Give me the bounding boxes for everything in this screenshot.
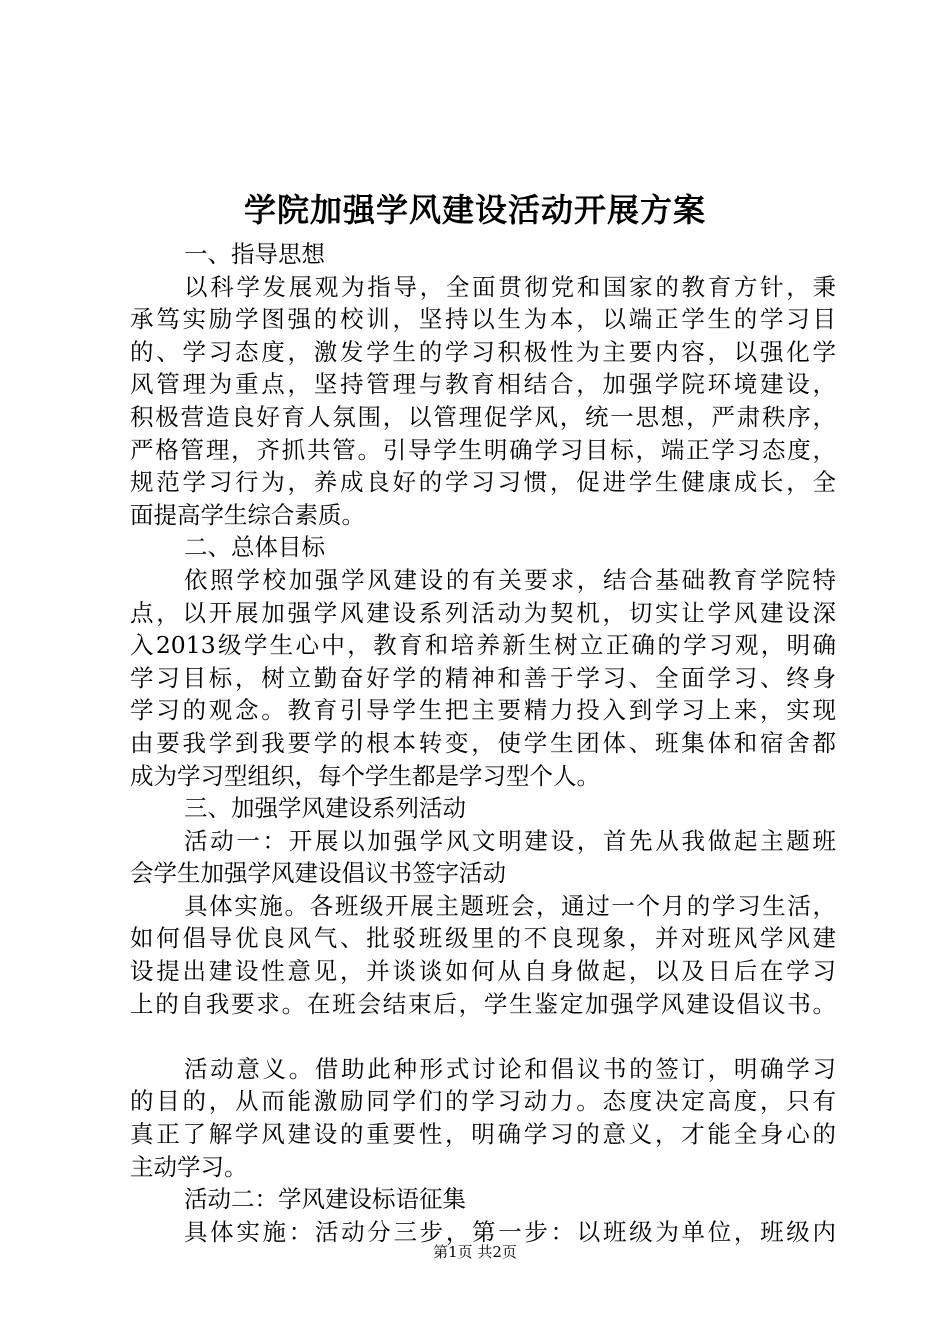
paragraph-line: 由要我学到我要学的根本转变，使学生团体、班集体和宿舍都	[130, 728, 836, 757]
paragraph-line: 活动一：开展以加强学风文明建设，首先从我做起主题班	[184, 826, 836, 855]
section-heading: 一、指导思想	[184, 240, 325, 268]
paragraph-line: 主动学习。	[130, 1152, 248, 1181]
section-heading: 三、加强学风建设系列活动	[184, 794, 466, 823]
paragraph-line: 承笃实励学图强的校训，坚持以生为本，以端正学生的学习目	[130, 305, 836, 334]
paragraph-line: 具体实施。各班级开展主题班会，通过一个月的学习生活，	[184, 891, 836, 920]
paragraph-line: 上的自我要求。在班会结束后，学生鉴定加强学风建设倡议书。	[130, 989, 836, 1018]
paragraph-line: 严格管理，齐抓共管。引导学生明确学习目标，端正学习态度，	[130, 435, 836, 464]
paragraph-line: 积极营造良好育人氛围，以管理促学风，统一思想，严肃秩序，	[130, 402, 836, 431]
paragraph-line: 的目的，从而能激励同学们的学习动力。态度决定高度，只有	[130, 1087, 836, 1116]
paragraph-line: 学习目标，树立勤奋好学的精神和善于学习、全面学习、终身	[130, 663, 836, 692]
paragraph-line: 会学生加强学风建设倡议书签字活动	[130, 859, 506, 888]
paragraph-line: 规范学习行为，养成良好的学习习惯，促进学生健康成长，全	[130, 468, 836, 497]
paragraph-line: 学习的观念。教育引导学生把主要精力投入到学习上来，实现	[130, 696, 836, 725]
document-body	[130, 238, 836, 1248]
paragraph-line: 的、学习态度，激发学生的学习积极性为主要内容，以强化学	[130, 337, 836, 366]
page-number: 第1页 共2页	[433, 1243, 517, 1261]
paragraph-line: 依照学校加强学风建设的有关要求，结合基础教育学院特	[184, 565, 836, 594]
paragraph-line: 成为学习型组织，每个学生都是学习型个人。	[130, 761, 600, 790]
paragraph-line: 真正了解学风建设的重要性，明确学习的意义，才能全身心的	[130, 1120, 836, 1149]
paragraph-line: 入2013级学生心中，教育和培养新生树立正确的学习观，明确	[130, 631, 836, 660]
blank-line	[130, 1020, 836, 1053]
document-title: 学院加强学风建设活动开展方案	[243, 191, 706, 229]
paragraph-line: 活动意义。借助此种形式讨论和倡议书的签订，明确学习	[184, 1054, 836, 1083]
paragraph-line: 以科学发展观为指导，全面贯彻党和国家的教育方针，秉	[184, 272, 836, 301]
paragraph-line: 面提高学生综合素质。	[130, 500, 365, 529]
paragraph-line: 点，以开展加强学风建设系列活动为契机，切实让学风建设深	[130, 598, 836, 627]
section-heading: 二、总体目标	[184, 533, 325, 562]
paragraph-line: 活动二：学风建设标语征集	[184, 1185, 466, 1214]
paragraph-line: 设提出建设性意见，并谈谈如何从自身做起，以及日后在学习	[130, 957, 836, 986]
paragraph-line: 具体实施：活动分三步，第一步：以班级为单位，班级内	[184, 1217, 836, 1246]
paragraph-line: 如何倡导优良风气、批驳班级里的不良现象，并对班风学风建	[130, 924, 836, 953]
paragraph-line: 风管理为重点，坚持管理与教育相结合，加强学院环境建设，	[130, 370, 836, 399]
